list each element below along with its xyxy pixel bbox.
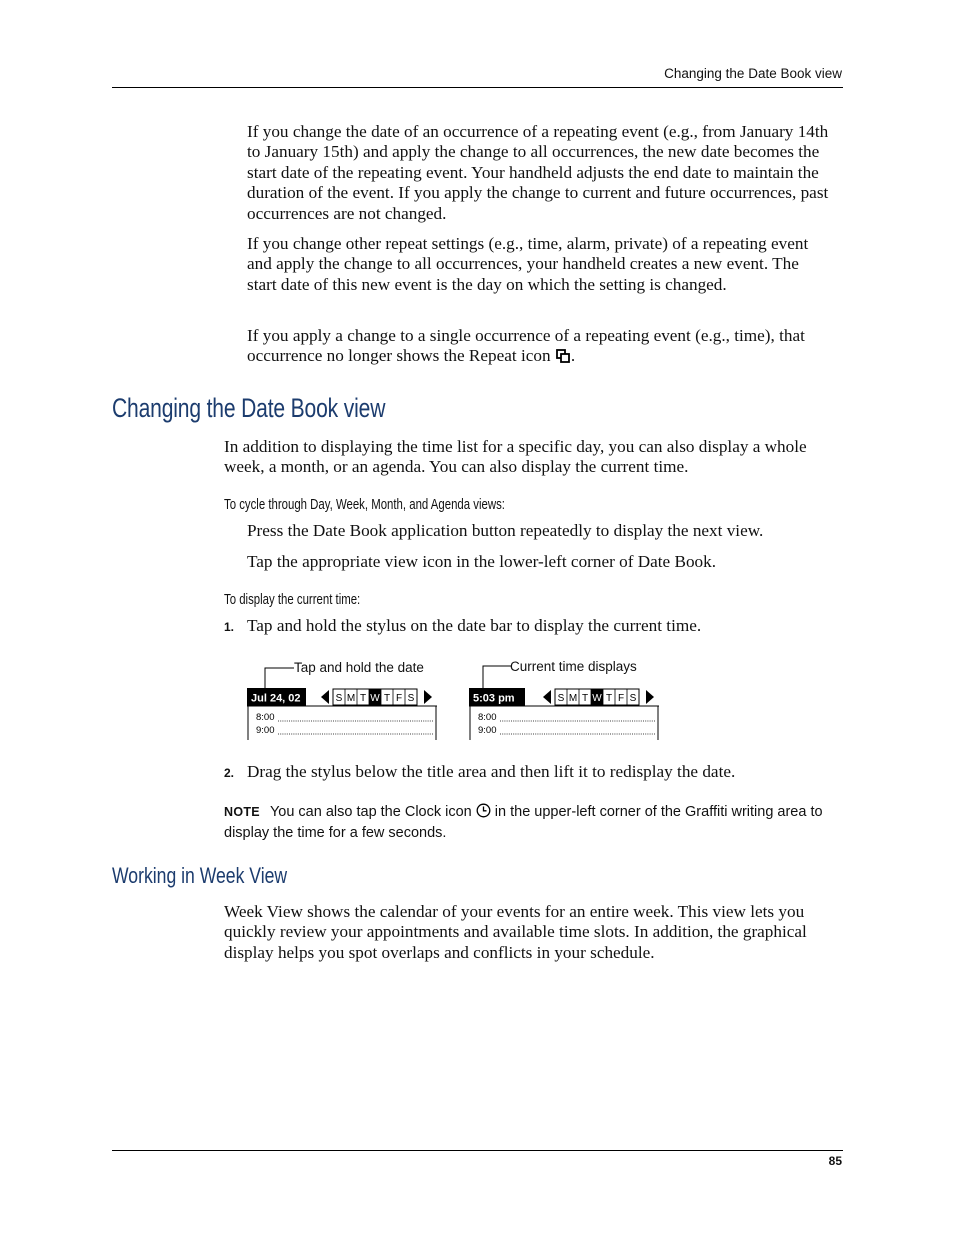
procedure-item-tap-view-icon: Tap the appropriate view icon in the lower-left corner of Date Book.	[247, 552, 717, 571]
footer-rule	[112, 1150, 843, 1151]
week-view-paragraph: Week View shows the calendar of your events for an entire week. This view lets you quickly review your appointments and available time slots. In addition, the graphical display helps you spot overlaps and conflicts in your schedule.	[224, 902, 807, 962]
weekday-selector	[333, 689, 417, 705]
weekday-2: T	[581, 693, 589, 704]
subsection-title: Working in Week View	[112, 863, 288, 888]
procedure-item-press-button: Press the Date Book application button repeatedly to display the next view.	[247, 521, 764, 540]
weekday-2: T	[359, 693, 367, 704]
weekday-1: M	[346, 693, 356, 704]
weekday-0: S	[335, 693, 343, 704]
weekday-5: F	[617, 693, 625, 704]
page-number: 85	[828, 1154, 842, 1168]
date-bar-label: Jul 24, 02	[251, 692, 301, 705]
callout-line-right	[482, 664, 512, 690]
procedure-heading-current-time: To display the current time:	[224, 591, 361, 608]
time-slot-label: 8:00	[256, 712, 275, 723]
note-text-after: in the upper-left corner of the Graffiti writing area to display the time for a few seconds.	[224, 804, 823, 841]
weekday-3: W	[370, 693, 380, 704]
weekday-4: T	[383, 693, 391, 704]
single-occurrence-text: If you apply a change to a single occurrence of a repeating event (e.g., time), that occurrence no longer shows the Repeat icon	[247, 326, 805, 366]
running-header: Changing the Date Book view	[664, 66, 842, 81]
time-slot-label: 8:00	[478, 712, 497, 723]
header-rule	[112, 87, 843, 88]
palm-screen-date	[247, 688, 439, 740]
paragraph-single-occurrence	[247, 326, 847, 369]
paragraph-repeat-date: If you change the date of an occurrence of a repeating event (e.g., from January 14th to January 15th) and apply the change to all occurrences, the new date becomes the start date of the repeating event. Your handheld adjusts the end date to maintain the duration of the event. If you apply the change to current and future occurrences, past occurrences are not changed.	[247, 122, 829, 223]
note-label: NOTE	[224, 805, 260, 819]
weekday-4: T	[605, 693, 613, 704]
step-number-1: 1.	[224, 620, 235, 634]
weekday-0: S	[557, 693, 565, 704]
repeat-icon	[555, 348, 571, 368]
weekday-5: F	[395, 693, 403, 704]
step-1-text: Tap and hold the stylus on the date bar to display the current time.	[247, 616, 702, 635]
callout-current-time: Current time displays	[510, 659, 637, 674]
step-number-2: 2.	[224, 766, 235, 780]
single-occurrence-period: .	[570, 346, 576, 366]
callout-line-left	[264, 666, 294, 690]
time-slot-label: 9:00	[256, 725, 275, 736]
time-bar-label: 5:03 pm	[473, 692, 515, 705]
time-slot-label: 9:00	[478, 725, 497, 736]
note-text-before: You can also tap the Clock icon	[269, 804, 472, 820]
palm-screen-time	[469, 688, 661, 740]
prev-week-arrow	[543, 690, 551, 704]
callout-tap-and-hold: Tap and hold the date	[294, 660, 424, 675]
weekday-6: S	[407, 693, 415, 704]
section-title: Changing the Date Book view	[112, 393, 386, 423]
clock-icon	[476, 803, 491, 824]
weekday-3: W	[592, 693, 602, 704]
paragraph-repeat-settings: If you change other repeat settings (e.g., time, alarm, private) of a repeating event and apply the change to all occurrences, your handheld creates a new event. The start date of this new event is the day on which the setting is changed.	[247, 234, 809, 294]
weekday-1: M	[568, 693, 578, 704]
section-intro: In addition to displaying the time list for a specific day, you can also display a whole week, a month, or an agenda. You can also display the current time.	[224, 437, 807, 477]
weekday-6: S	[629, 693, 637, 704]
next-week-arrow	[646, 690, 654, 704]
procedure-heading-cycle-views: To cycle through Day, Week, Month, and Agenda views:	[224, 496, 505, 513]
weekday-selector	[555, 689, 639, 705]
next-week-arrow	[424, 690, 432, 704]
note	[224, 803, 844, 842]
prev-week-arrow	[321, 690, 329, 704]
step-2-text: Drag the stylus below the title area and then lift it to redisplay the date.	[247, 762, 736, 781]
